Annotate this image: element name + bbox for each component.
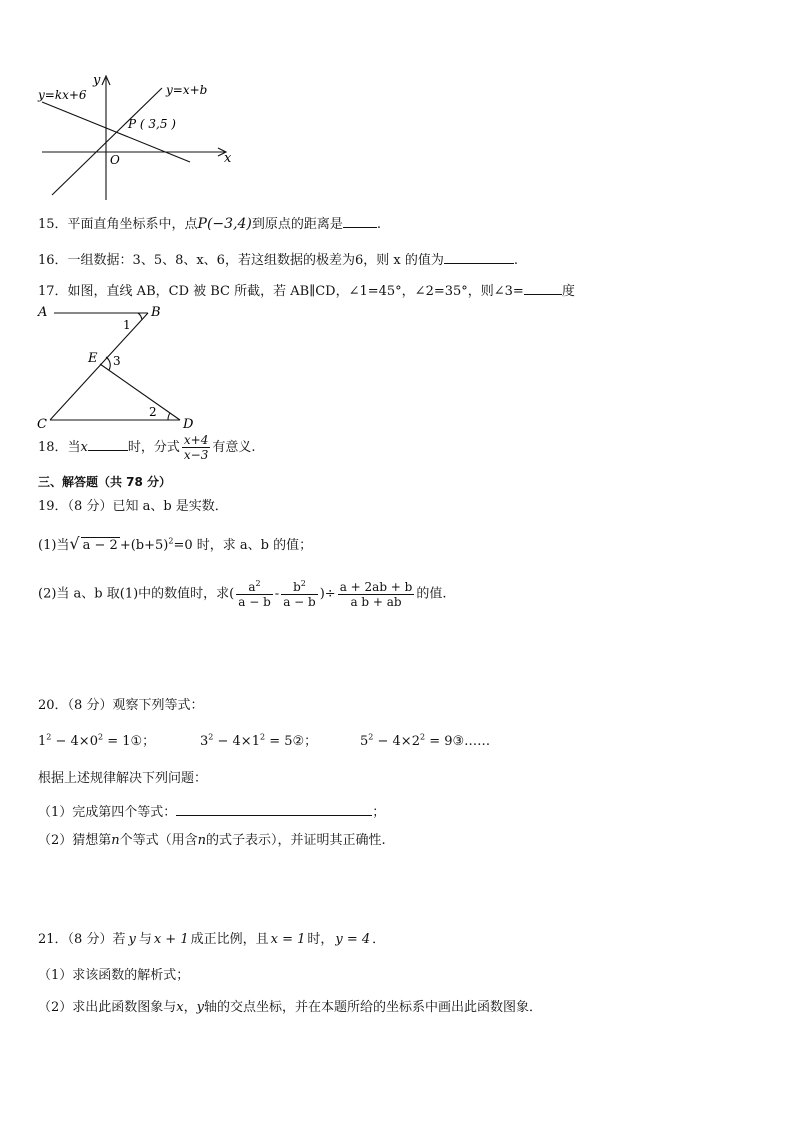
q16-end: .	[513, 253, 518, 268]
q19-part2	[38, 580, 447, 609]
q20-p1-end: ；	[372, 805, 386, 820]
origin-label: O	[110, 153, 120, 167]
q19-f2-sup: 2	[300, 579, 306, 588]
label-c: C	[37, 417, 47, 430]
question-18	[38, 433, 256, 462]
q20-lead: 根据上述规律解决下列问题：	[38, 771, 208, 786]
q18-fraction	[182, 433, 210, 462]
q21-expr: x + 1	[153, 932, 189, 947]
q19-p1-mid: +(b+5)	[119, 538, 169, 553]
q18-var: x	[80, 440, 88, 455]
coordinate-figure	[30, 70, 240, 205]
q19-div: )÷	[319, 586, 336, 602]
q20-p2-mid: 个等式（用含	[119, 833, 198, 848]
q20-eq3-b: − 4×2	[373, 734, 420, 749]
q20-eq3-sup: 2	[368, 732, 374, 742]
q20-eq2-sup: 2	[208, 732, 214, 742]
q20-eq1-a: 1	[38, 734, 47, 749]
q18-end: 有意义.	[212, 440, 256, 455]
q19-p1-post: =0 时，求 a、b 的值；	[173, 538, 313, 553]
q17-text: 17．如图，直线 AB，CD 被 BC 所截，若 AB∥CD，∠1=45°，∠2=35°，则∠3=	[38, 284, 524, 299]
q15-point: P(−3,4)	[197, 216, 252, 232]
q20-part1	[38, 803, 385, 821]
q19-fraction-1	[236, 580, 273, 609]
q20-answer-blank[interactable]	[176, 803, 372, 816]
q20-eq1-c: = 1①；	[103, 734, 156, 749]
angle-2-arc	[168, 413, 170, 420]
q15-text: 15．平面直角坐标系中，点	[38, 217, 198, 232]
angle-2-label: 2	[149, 405, 157, 419]
q20-eq3-c: = 9③……	[425, 734, 491, 749]
q18-denominator: x−3	[183, 448, 209, 462]
q21-cond: x = 1	[270, 932, 306, 947]
point-p-label: P ( 3,5 )	[128, 117, 176, 131]
angle-3-label: 3	[113, 354, 121, 368]
x-axis-label: x	[224, 151, 232, 166]
line1-label: y=kx+6	[38, 88, 87, 102]
q19-p1-pre: (1)当	[38, 538, 70, 553]
q21-y: y	[128, 932, 136, 947]
q21-mid2: 成正比例，且	[190, 932, 269, 947]
q21-p2-sep: ，	[183, 1000, 197, 1015]
question-16	[38, 251, 518, 269]
y-axis-label: y	[93, 73, 101, 88]
q15-tail: 到原点的距离是	[251, 217, 343, 232]
q20-eq3-sup2: 2	[419, 732, 426, 742]
question-15	[38, 215, 381, 233]
q20-head: 20．（8 分）观察下列等式：	[38, 698, 204, 713]
q21-mid1: 与	[138, 932, 152, 947]
q20-eq2	[200, 734, 317, 750]
label-e: E	[88, 351, 98, 366]
line-ed	[100, 364, 180, 420]
q20-eq2-a: 3	[200, 734, 209, 749]
q20-eq3	[360, 734, 490, 750]
angle-1-label: 1	[123, 318, 131, 332]
q19-f2-den: a − b	[283, 595, 316, 609]
q19-f1-num-text: a	[248, 580, 256, 594]
q20-p2-post: 的式子表示），并证明其正确性.	[206, 833, 386, 848]
q21-p2-pre: （2）求出此函数图象与	[38, 1000, 177, 1015]
q20-eq3-a: 5	[360, 734, 369, 749]
question-21	[38, 932, 385, 948]
q19-f3-den: a b + ab	[350, 595, 402, 609]
q21-end: ．	[372, 932, 386, 947]
line-bc	[50, 313, 148, 420]
q18-pre: 18．当	[38, 440, 81, 455]
q20-part2	[38, 833, 386, 849]
q19-head: 19．（8 分）已知 a、b 是实数．	[38, 499, 228, 514]
q20-p2-pre: （2）猜想第	[38, 833, 112, 848]
q19-part1	[38, 536, 312, 554]
q19-radicand: a − 2	[82, 538, 118, 553]
q20-eq2-sup2: 2	[259, 732, 266, 742]
q20-eq1-sup: 2	[46, 732, 52, 742]
q19-f3-num: a + 2ab + b	[339, 580, 413, 594]
q20-eq1	[38, 734, 155, 750]
q17-end: 度	[561, 284, 575, 299]
q19-f1-num	[236, 580, 273, 595]
section-3-title: 三、解答题（共 78 分）	[38, 475, 172, 489]
q21-p2-y: y	[196, 1000, 204, 1015]
q20-p2-n1: n	[111, 833, 120, 848]
q19-f2-num	[281, 580, 318, 595]
q17-answer-blank[interactable]	[524, 282, 562, 295]
q20-eq2-b: − 4×1	[213, 734, 260, 749]
label-a: A	[38, 305, 48, 320]
q19-minus: -	[274, 586, 280, 602]
label-d: D	[183, 417, 194, 430]
q15-answer-blank[interactable]	[343, 215, 377, 228]
q21-part1: （1）求该函数的解析式；	[38, 968, 190, 983]
q20-p1-text: （1）完成第四个等式：	[38, 805, 177, 820]
q16-answer-blank[interactable]	[444, 251, 514, 264]
q19-fraction-3	[338, 580, 415, 609]
q21-cond2: y = 4	[335, 932, 371, 947]
question-17	[38, 282, 575, 300]
q19-f2-num-text: b	[293, 580, 301, 594]
label-b: B	[151, 305, 161, 320]
q20-eq2-c: = 5②；	[265, 734, 318, 749]
q20-eq1-sup2: 2	[97, 732, 104, 742]
q16-text: 16．一组数据：3、5、8、x、6，若这组数据的极差为6，则 x 的值为	[38, 253, 444, 268]
q19-f1-sup: 2	[255, 579, 261, 588]
q21-pre: 21．（8 分）若	[38, 932, 126, 947]
q21-p2-post: 轴的交点坐标，并在本题所给的坐标系中画出此函数图象．	[204, 1000, 543, 1015]
q19-p2-pre: (2)当 a、b 取(1)中的数值时，求(	[38, 586, 235, 602]
q19-p1-sup: 2	[168, 536, 174, 546]
line-x-plus-b	[52, 88, 162, 195]
parallel-lines-figure	[30, 300, 210, 430]
q21-part2	[38, 1000, 542, 1016]
q19-f1-den: a − b	[238, 595, 271, 609]
line2-label: y=x+b	[166, 83, 208, 97]
q15-end: .	[376, 217, 382, 232]
q19-fraction-2	[281, 580, 318, 609]
q21-mid3: 时，	[307, 932, 334, 947]
sqrt-sign: √	[69, 534, 80, 553]
q20-eq1-b: − 4×0	[51, 734, 98, 749]
q21-p2-x: x	[176, 1000, 184, 1015]
q20-p2-n2: n	[197, 833, 207, 848]
angle-1-arc	[138, 313, 142, 320]
q18-answer-blank[interactable]	[88, 438, 128, 451]
q18-mid: 时，分式	[127, 440, 180, 455]
q18-numerator: x+4	[183, 433, 209, 447]
q19-p2-post: 的值.	[416, 586, 447, 602]
